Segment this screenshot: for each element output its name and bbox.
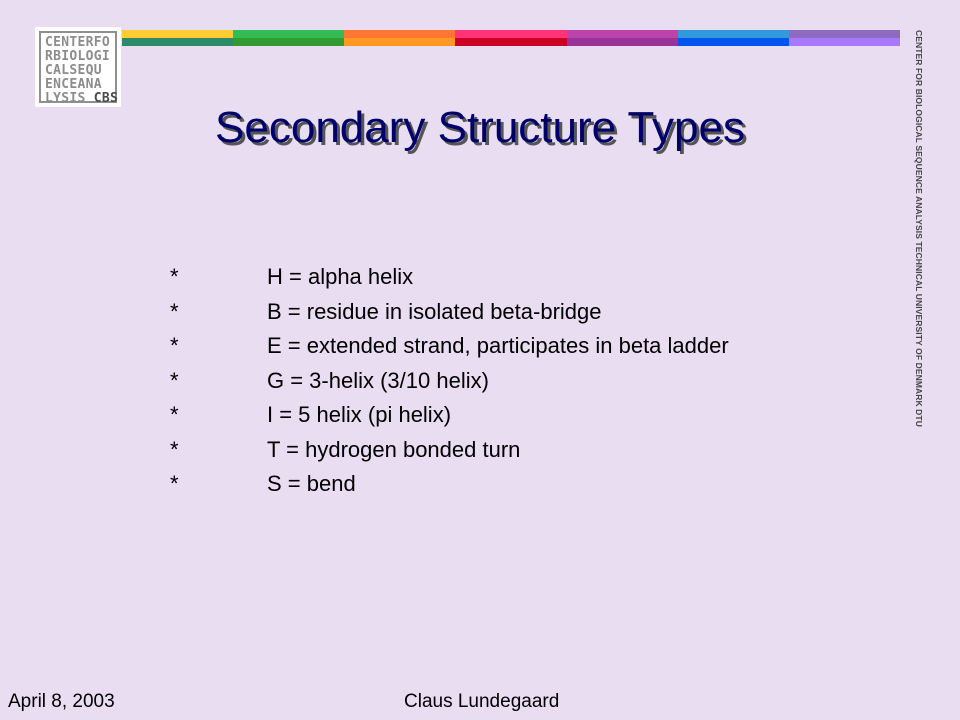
slide-title: Secondary Structure Types [215,103,745,152]
list-item-text: S = bend [267,471,356,496]
stripe-bottom [567,38,678,46]
list-item-text: T = hydrogen bonded turn [267,436,521,462]
stripe-top [789,30,900,38]
stripe-top [455,30,567,38]
color-stripe [344,30,455,46]
logo-line-prefix: LYSIS [45,91,94,106]
stripe-top [567,30,678,38]
stripe-bottom [344,38,455,46]
bullet-marker: * [170,367,179,393]
color-stripe [122,30,233,46]
bullet-marker: * [170,471,179,496]
stripe-bottom [678,38,789,46]
bullet-marker: * [170,436,179,462]
list-item-text: G = 3-helix (3/10 helix) [267,367,489,393]
color-stripe [455,30,567,46]
cbs-logo-frame [39,31,119,106]
list-item-text: E = extended strand, participates in beta ladder [267,333,729,358]
color-stripe [233,30,344,46]
side-organization-text: CENTER FOR BIOLOGICAL SEQUENCE ANALYSIS TECHNICAL UNIVERSITY OF DENMARK DTU [914,30,924,427]
list-item-text: I = 5 helix (pi helix) [267,402,452,427]
color-stripe [567,30,678,46]
list-item-text: B = residue in isolated beta-bridge [267,298,602,324]
logo-line: CALSEQU [45,63,102,78]
logo-cbs-text: CBS [93,91,119,106]
logo-line: RBIOLOGI [45,49,111,64]
bullet-marker: * [170,402,179,427]
stripe-top [122,30,233,38]
color-stripe [678,30,789,46]
color-stripe [789,30,900,46]
list-item-text: H = alpha helix [267,264,414,289]
footer-date: April 8, 2003 [8,691,115,712]
stripe-bottom [455,38,567,46]
logo-line: CENTERFO [45,35,111,50]
color-stripe-bar [122,30,900,46]
bullet-marker: * [170,264,179,289]
stripe-top [344,30,455,38]
cbs-logo [35,27,121,107]
stripe-bottom [122,38,233,46]
stripe-bottom [789,38,900,46]
footer-author: Claus Lundegaard [404,691,560,712]
stripe-top [233,30,344,38]
logo-line: ENCEANA [45,77,102,92]
stripe-top [678,30,789,38]
stripe-bottom [233,38,344,46]
bullet-marker: * [170,298,179,324]
bullet-marker: * [170,333,179,358]
